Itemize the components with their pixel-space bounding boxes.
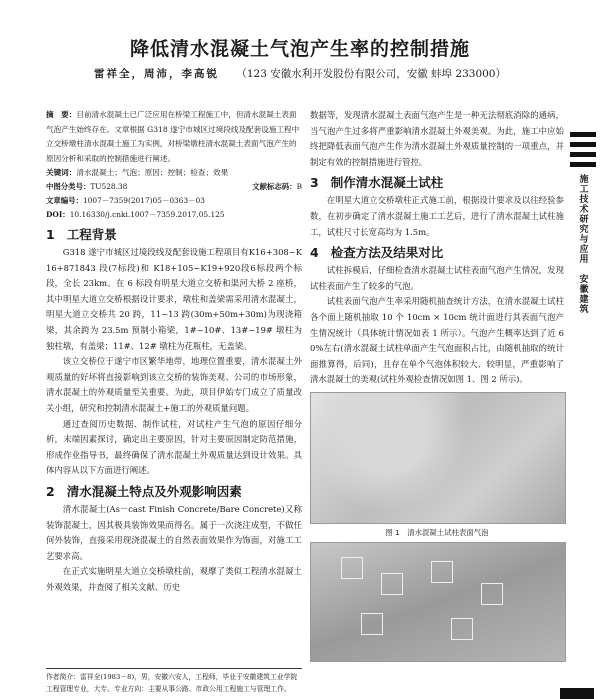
section-2-title: 清水混凝土特点及外观影响因素 (66, 483, 242, 499)
right-column (310, 108, 564, 662)
author-names: 雷祥全，周沛，李高锐 (94, 68, 219, 80)
keywords-label: 关键词： (46, 168, 77, 177)
sample-square (361, 613, 383, 635)
paragraph-r4: 试柱表面气泡产生率采用随机抽查统计方法，在清水混凝土试柱各个面上随机抽取 10 个 10cm × 10cm 统计面进行其表面气泡产生情况统计（具体统计情况如表 1 所示）。气泡产生概率达到了近 60%左右(清水混凝土试柱单面产生气泡面积占比，由随机抽取的统计面推算得，后同)，且存在单个气泡体积较大、较明显，严重影响了清水混凝土的美观(试柱外观检查情况如图 1、图 2 所示)。 (310, 296, 564, 385)
section-3-title: 制作清水混凝土试柱 (330, 175, 444, 191)
paragraph-r2: 在明星大道立交桥墩柱正式施工前，根据设计要求及以往经验参数，在初步确定了清水混凝土施工工艺后，进行了清水混凝土试柱施工，试柱尺寸长宽高均为 1.5m。 (310, 195, 564, 237)
author-affiliation: （123 安徽水利开发股份有限公司，安徽 蚌埠 233000） (236, 68, 506, 80)
paragraph-4: 清水混凝土(As－cast Finish Concrete/Bare Concrete)又称装饰混凝土，因其极具装饰效果而得名。属于一次浇注成型，不做任何外装饰，直接采用现浇混凝土的自然表面效果作为饰面，对施工工艺要求高。 (46, 503, 302, 561)
section-4-number: 4 (310, 245, 319, 261)
keywords (46, 166, 302, 180)
left-column (46, 108, 302, 595)
sample-square (341, 557, 363, 579)
figure-1-caption: 图 1 清水混凝土试柱表面气泡 (385, 527, 489, 537)
section-1-title: 工程背景 (66, 227, 117, 242)
sample-square (381, 573, 403, 595)
sample-square (481, 583, 503, 605)
section-2-number: 2 (46, 483, 55, 499)
clc-value: TU528.38 (90, 182, 128, 191)
doi-label: DOI： (46, 210, 70, 219)
side-tab-text: 施工技术研究与应用 安徽建筑 (577, 174, 588, 314)
section-3-heading (310, 173, 564, 191)
classification-line (46, 180, 302, 194)
abstract (46, 108, 302, 166)
side-tab-logo (568, 130, 598, 170)
paragraph-2: 该立交桥位于遂宁市区繁华地带，地理位置重要，清水混凝土外观质量的好坏将直接影响到该立交桥的装饰美观、公司的市场形象，清水混凝土的外观质量至关重要。为此，项目伊始专门成立了质量改关小组，研究和控制清水混凝土+施工的外观质量问题。 (46, 356, 302, 413)
figure-1-photo (310, 392, 566, 524)
doi-value: 10.16330/j.cnki.1007－7359.2017.05.125 (69, 210, 225, 219)
keywords-text: 清水混凝土；气泡；原因；控制；检查；效果 (76, 168, 229, 177)
paragraph-5: 在正式实施明星大道立交桥墩柱前，观摩了类似工程清水混凝土外观效果，并查阅了相关文献、历史 (46, 566, 302, 592)
doc-code-label: 文献标志码： (252, 182, 297, 191)
doc-code-value: B (296, 182, 302, 191)
paragraph-3: 通过查阅历史数据、制作试柱，对试柱产生气泡的原因仔细分析，末端因素探讨，确定出主要原因，针对主要原因制定防范措施，形成作业指导书，最终确保了清水混凝土外观质量达到设计效果。具体内容从以下方面进行阐述。 (46, 418, 302, 476)
section-2-heading (46, 482, 302, 500)
clc-label: 中图分类号： (46, 182, 91, 191)
author-footnote: 作者简介：雷祥全(1983－8)，男，安徽六安人，工程师，毕业于安徽建筑工业学院工程管理专业，大专。专业方向：主要从事公路、市政公用工程施工与管理工作。 (46, 668, 302, 695)
sample-square (431, 561, 453, 583)
page-number-block (560, 688, 594, 699)
article-no-label: 文章编号： (46, 196, 83, 205)
abstract-label: 摘 要： (46, 110, 77, 119)
section-1-number: 1 (46, 227, 55, 242)
doi-line (46, 208, 302, 222)
author-line (0, 66, 600, 81)
article-no-value: 1007－7359(2017)05－0363－03 (82, 196, 205, 205)
section-3-number: 3 (310, 175, 319, 191)
paragraph-r3: 试柱拆模后，仔细检查清水混凝土试柱表面气泡产生情况，发现试柱表面产生了较多的气泡。 (310, 265, 564, 291)
section-4-title: 检查方法及结果对比 (330, 245, 444, 261)
paragraph-1: G318 遂宁市城区过境段线及配套设施工程项目有K16+308~K16+871843 段(7标段)和 K18+105~K19+920段6标段两个标段，全长 23km。在 6 标段有明星大道立交桥和渠河大桥 2 座桥，其中明星大道立交桥根据设计要求，墩柱和盖梁需采用清水混凝土，明星大道立交桥共 20 跨，11~13 跨(30m+50m+30m)为现浇箱梁，其余跨为 23.5m 预制小箱梁，1#~10#、13#~19# 墩柱为独柱墩，有盖梁；11#、12# 墩柱为花瓶柱，无盖梁。 (46, 247, 302, 351)
sample-square (451, 618, 473, 640)
paper-title: 降低清水混凝土气泡产生率的控制措施 (129, 38, 470, 60)
section-4-heading (310, 243, 564, 261)
article-number-line (46, 194, 302, 208)
abstract-text: 目前清水混凝土已广泛应用在桥梁工程施工中，但清水混凝土表面气泡产生始终存在。文章根据 G318 遂宁市城区过境段线及配套设施工程中立交桥墩柱清水混凝土施工为实例，对桥梁墩柱清水混凝土表面气泡产生的原因分析和采取的控制措施进行阐述。 (46, 110, 300, 163)
paragraph-r1: 数据等，发现清水混凝土表面气泡产生是一种无法彻底消除的通病，当气泡产生过多将严重影响清水混凝土外观美观。为此，施工中应始终把降低表面气泡产生作为清水混凝土外观质量控制的一项重点，并制定有效的控制措施进行管控。 (310, 110, 564, 167)
section-1-heading (46, 225, 302, 243)
journal-side-tab (568, 130, 598, 314)
figure-2-photo (310, 542, 566, 662)
